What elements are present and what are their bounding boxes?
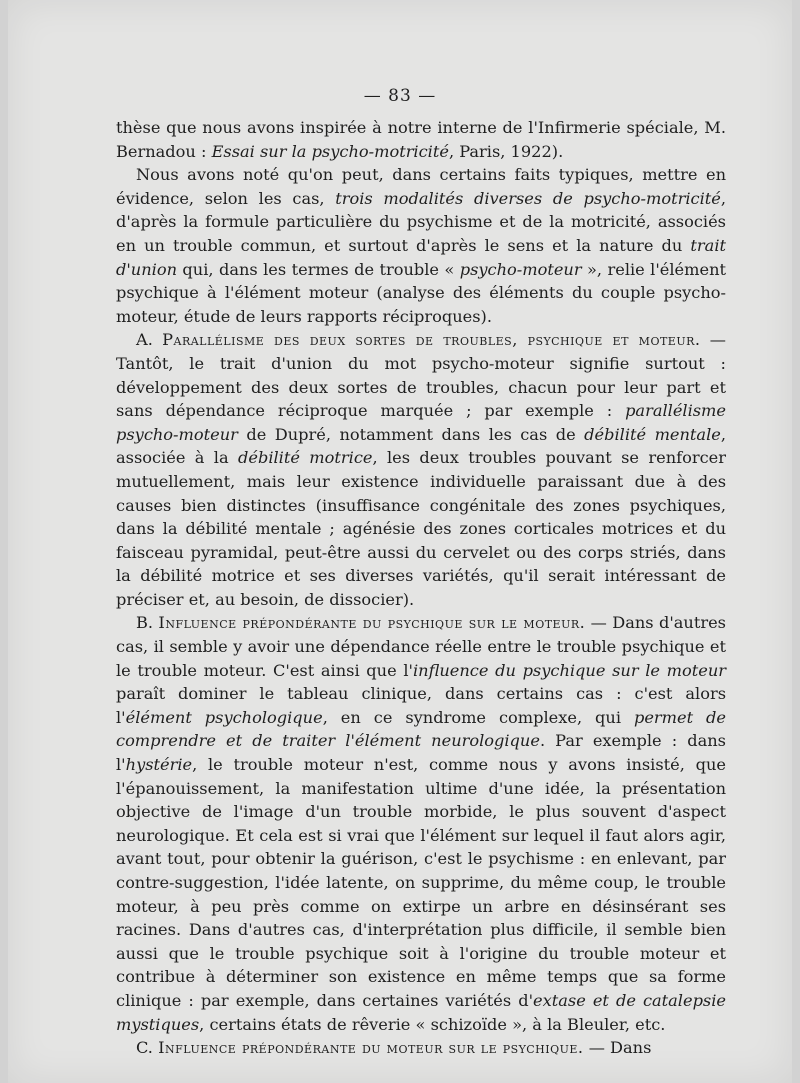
page-number: — 83 — xyxy=(363,86,437,106)
section-label: B. xyxy=(136,613,159,633)
italic-run: permet de comprendre et de traiter l'élément neurologique xyxy=(116,707,726,751)
text-run: , Paris, 1922). xyxy=(448,141,564,161)
book-page xyxy=(8,0,792,1083)
text-run: , certains états de rêverie « schizoïde », à la Bleuler, etc. xyxy=(199,1014,666,1034)
italic-run: Essai sur la psycho-motricité xyxy=(211,141,449,161)
text-run: qui, dans les termes de trouble « xyxy=(177,259,460,279)
text-run: paraît dominer le tableau clinique, dans certains cas : c'est alors l' xyxy=(116,684,726,727)
text-run: , en ce syndrome complexe, qui xyxy=(322,707,634,727)
text-run: , le trouble moteur n'est, comme nous y avons insisté, que l'épanouissement, la manifestation ultime d'une idée, la présentation objective de l'image d'un trouble morbide, le plus souvent d'aspect neurologique. Et cela est si vrai que l'élément sur lequel il faut alors agir, avant tout, pour obtenir la guérison, c'est le psychisme : en enlevant, par contre-suggestion, l'idée latente, on supprime, du même coup, le trouble moteur, à peu près comme on extirpe un arbre en désinsérant ses racines. Dans d'autres cas, d'interprétation plus difficile, il semble bien aussi que le trouble psychique soit à l'origine du trouble moteur et contribue à déterminer son existence en même temps que sa forme clinique : par exemple, dans certaines variétés d' xyxy=(116,755,726,1010)
text-run: », relie l'élément psychique à l'élément moteur (analyse des éléments du couple psycho-moteur, étude de leurs rapports réciproques). xyxy=(116,259,726,326)
page-body xyxy=(116,116,726,1060)
section-heading: Parallélisme des deux sortes de troubles, psychique et moteur. xyxy=(162,330,701,350)
paragraph-section-b xyxy=(116,611,726,1036)
section-heading: Influence prépondérante du moteur sur le psychique. xyxy=(158,1038,584,1058)
italic-run: parallélisme psycho-moteur xyxy=(116,401,726,444)
italic-run: psycho-moteur xyxy=(459,259,582,279)
section-label: A. xyxy=(136,330,163,350)
italic-run: extase et de catalepsie mystiques xyxy=(116,990,726,1034)
italic-run: débilité mentale xyxy=(584,424,721,444)
text-run: thèse que nous avons inspirée à notre interne de l'Infirmerie spéciale, M. Bernadou : xyxy=(116,118,726,161)
paragraph-section-a xyxy=(116,328,726,611)
italic-run: hystérie xyxy=(125,755,193,775)
italic-run: élément psychologique xyxy=(125,707,323,727)
text-run: , les deux troubles pouvant se renforcer mutuellement, mais leur existence individuelle paraissant due à des causes bien distinctes (insuffisance congénitale des zones psychiques, dans la débilité mentale ; agénésie des zones corticales motrices et du faisceau pyramidal, peut-être aussi du cervelet ou des corps striés, dans la débilité motrice et ses diverses variétés, qu'il serait intéressant de préciser et, au besoin, de dissocier). xyxy=(116,448,726,609)
text-run: — Tantôt, le trait d'union du mot psycho-moteur signifie surtout : développement des deux sortes de troubles, chacun pour leur part et sans dépendance réciproque marquée ; par exemple : xyxy=(116,330,726,421)
text-run: — Dans xyxy=(583,1038,652,1058)
italic-run: influence du psychique sur le moteur xyxy=(412,660,726,680)
italic-run: trait d'union xyxy=(116,235,726,279)
section-label: C. xyxy=(136,1038,159,1058)
text-run: Nous avons noté qu'on peut, dans certains faits typiques, mettre en évidence, selon les cas, xyxy=(116,165,726,208)
text-run: , associée à la xyxy=(116,424,726,468)
text-run: de Dupré, notamment dans les cas de xyxy=(237,424,585,444)
text-run: . Par exemple : dans l' xyxy=(116,731,726,775)
italic-run: trois modalités diverses de psycho-motricité xyxy=(335,188,721,208)
section-heading: Influence prépondérante du psychique sur le moteur. xyxy=(158,613,586,633)
text-run: — Dans d'autres cas, il semble y avoir une dépendance réelle entre le trouble psychique et le trouble moteur. C'est ainsi que l' xyxy=(116,613,726,680)
paragraph-section-c xyxy=(116,1036,726,1060)
italic-run: débilité motrice xyxy=(238,448,373,468)
paragraph-modalities xyxy=(116,163,726,328)
paragraph-thesis xyxy=(116,116,726,163)
text-run: , d'après la formule particulière du psychisme et de la motricité, associés en un trouble commun, et surtout d'après le sens et la nature du xyxy=(116,188,726,255)
